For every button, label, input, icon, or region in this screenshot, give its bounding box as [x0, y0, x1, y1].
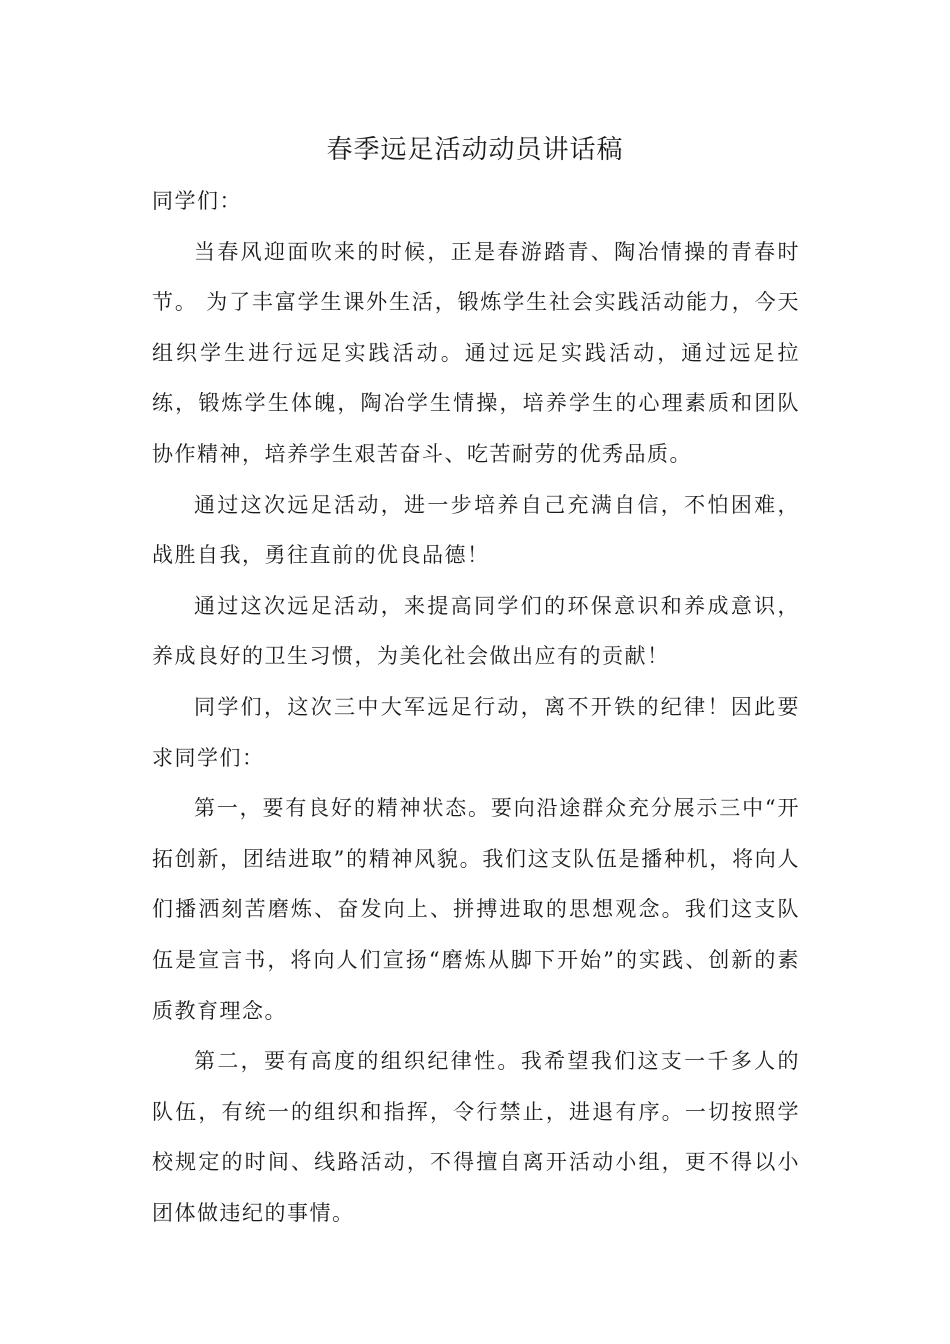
paragraph-environment: 通过这次远足活动，来提高同学们的环保意识和养成意识，养成良好的卫生习惯，为美化社会做出应有的贡献！: [152, 593, 800, 669]
document-body: [152, 176, 800, 1238]
salutation: 同学们：: [152, 189, 242, 213]
document-title: 春季远足活动动员讲话稿: [326, 135, 624, 165]
paragraph-discipline: 同学们，这次三中大军远足行动，离不开铁的纪律！因此要求同学们：: [152, 694, 800, 770]
paragraph-confidence: 通过这次远足活动，进一步培养自己充满自信，不怕困难，战胜自我，勇往直前的优良品德！: [152, 492, 800, 568]
paragraph-first-requirement: 第一，要有良好的精神状态。要向沿途群众充分展示三中“开拓创新，团结进取”的精神风貌。我们这支队伍是播种机，将向人们播洒刻苦磨炼、奋发向上、拼搏进取的思想观念。我们这支队伍是宣言书，将向人们宣扬“磨炼从脚下开始”的实践、创新的素质教育理念。: [152, 796, 800, 1023]
paragraph-second-requirement: 第二，要有高度的组织纪律性。我希望我们这支一千多人的队伍，有统一的组织和指挥，令行禁止，进退有序。一切按照学校规定的时间、线路活动，不得擅自离开活动小组，更不得以小团体做违纪的事情。: [152, 1049, 800, 1225]
paragraph-intro: 当春风迎面吹来的时候，正是春游踏青、陶冶情操的青春时节。 为了丰富学生课外生活，锻炼学生社会实践活动能力，今天组织学生进行远足实践活动。通过远足实践活动，通过远足拉练，锻炼学生体魄，陶冶学生情操，培养学生的心理素质和团队协作精神，培养学生艰苦奋斗、吃苦耐劳的优秀品质。: [152, 239, 800, 466]
